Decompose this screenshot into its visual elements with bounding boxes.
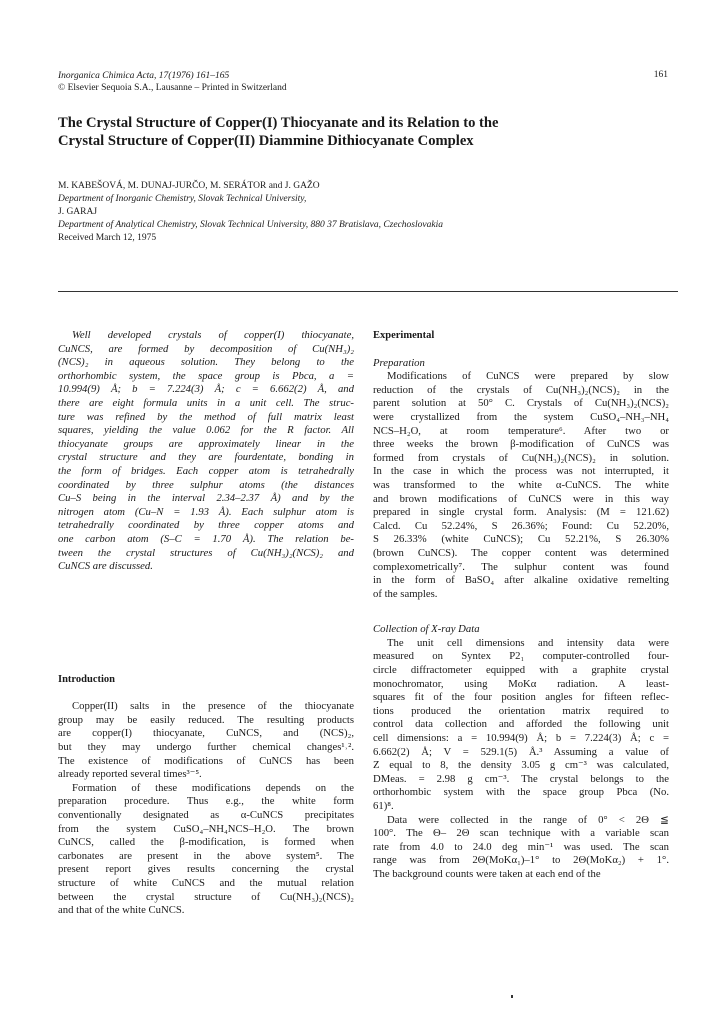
- text-line: (brown CuNCS). The copper content was determined: [373, 546, 669, 559]
- text-line: tions produced the orientation matrix required to: [373, 704, 669, 717]
- abstract-line: there are eight formula units in a unit cell. The struc-: [58, 396, 354, 409]
- title-line: The Crystal Structure of Copper(I) Thiocyanate and its Relation to the: [58, 115, 499, 131]
- section-heading-introduction: Introduction: [58, 673, 115, 685]
- text-line: three weeks the brown β-modification of CuNCS was: [373, 438, 669, 451]
- abstract-line: tween the crystal structures of Cu(NH₃)₂(NCS)₂ and: [58, 546, 354, 559]
- right-column: [373, 329, 669, 882]
- text-line: from the system CuSO₄–NH₄NCS–H₂O. The brown: [58, 822, 354, 835]
- abstract-line: coordinated by three sulphur atoms (the distances: [58, 478, 354, 491]
- abstract-line: CuNCS are discussed.: [58, 560, 153, 573]
- abstract-line: 10.994(9) Å; b = 7.224(3) Å; c = 6.662(2) Å, and: [58, 383, 354, 396]
- text-line: group may be easily reduced. The resulting products: [58, 713, 354, 726]
- author-names: J. GARAJ: [58, 207, 98, 217]
- subheading-preparation: Preparation: [373, 356, 425, 369]
- text-line: between the crystal structure of Cu(NH₃)₂(NCS)₂: [58, 890, 354, 903]
- section-heading-experimental: Experimental: [373, 330, 435, 341]
- text-line: rate from 4.0 to 24.0 deg min⁻¹ was used. The scan: [373, 840, 669, 853]
- text-line: 61)⁸.: [373, 800, 394, 812]
- abstract-line: Well developed crystals of copper(I) thiocyanate,: [72, 329, 354, 341]
- text-line: Modifications of CuNCS were prepared by slow: [387, 370, 669, 383]
- text-line: preparation procedure. Thus e.g., the white form: [58, 795, 354, 808]
- affiliation: Department of Analytical Chemistry, Slovak Technical University, 880 37 Bratislava, Czechoslovakia: [58, 220, 443, 230]
- article-title: [58, 114, 678, 150]
- abstract: [58, 329, 354, 574]
- text-line: complexometrically⁷. The sulphur content was found: [373, 560, 669, 573]
- text-line: Z equal to 8, the density 3.05 g cm⁻³ was calculated,: [373, 759, 669, 772]
- journal-citation: Inorganica Chimica Acta, 17(1976) 161–165: [58, 71, 230, 81]
- text-line: monochromator, using MoKα radiation. A least-: [373, 677, 669, 690]
- abstract-line: the form of bridges. Each copper atom is tetrahedrally: [58, 464, 354, 477]
- text-line: measured on Syntex P2₁ computer-controlled four-: [373, 650, 669, 663]
- text-line: squares fit of the four position angles for fifteen reflec-: [373, 691, 669, 704]
- text-line: reduction of the crystals of Cu(NH₃)₂(NCS)₂ in the: [373, 383, 669, 396]
- text-line: S 26.33% (white CuNCS); Cu 52.21%, S 26.30%: [373, 533, 669, 546]
- abstract-line: thiocyanate groups are approximately linear in the: [58, 437, 354, 450]
- text-line: in the form of BaSO₄ after alkaline oxidative remelting: [373, 574, 669, 587]
- abstract-line: crystal structure and they are fourdentate, bonding in: [58, 451, 354, 464]
- text-line: The background counts were taken at each end of the: [373, 867, 601, 880]
- text-line: are copper(I) thiocyanate, CuNCS, and (NCS)₂,: [58, 727, 354, 740]
- text-line: 100°. The Θ– 2Θ scan technique with a variable scan: [373, 827, 669, 840]
- text-line: and that of the white CuNCS.: [58, 904, 185, 917]
- left-column: [58, 329, 354, 918]
- xray-paragraph-1: [373, 637, 669, 814]
- abstract-line: nitrogen atom (Cu–N = 1.93 Å). Each sulphur atom is: [58, 505, 354, 518]
- abstract-line: CuNCS, are formed by decomposition of Cu(NH₃)₂: [58, 342, 354, 355]
- text-line: prepared in single crystal form. Analysis: (M = 121.62): [373, 506, 669, 519]
- text-line: The unit cell dimensions and intensity data were: [387, 636, 669, 649]
- text-line: circle diffractometer equipped with a graphite crystal: [373, 664, 669, 677]
- publisher-line: © Elsevier Sequoia S.A., Lausanne – Printed in Switzerland: [58, 83, 287, 93]
- text-line: carbonates are present in the above system⁵. The: [58, 849, 354, 862]
- text-line: conventionally designated as α-CuNCS precipitates: [58, 809, 354, 822]
- text-line: Formation of these modifications depends on the: [72, 781, 354, 794]
- text-line: formed from crystals of Cu(NH₃)₂(NCS)₂ in solution.: [373, 451, 669, 464]
- abstract-line: one carbon atom (S–C = 1.70 Å). The relation be-: [58, 532, 354, 545]
- title-line: Crystal Structure of Copper(II) Diammine Dithiocyanate Complex: [58, 133, 474, 149]
- text-line: NCS–H₂O, at room temperature⁶. After two or: [373, 424, 669, 437]
- text-line: In the case in which the process was not interrupted, it: [373, 465, 669, 478]
- text-line: Calcd. Cu 52.24%, S 26.36%; Found: Cu 52.20%,: [373, 519, 669, 532]
- xray-paragraph-2: [373, 814, 669, 882]
- text-line: were crystallized from the system CuSO₄–NH₃–NH₄: [373, 410, 669, 423]
- text-line: already reported several times³⁻⁵.: [58, 768, 202, 781]
- page-number: 161: [653, 70, 668, 80]
- author-names: M. KABEŠOVÁ, M. DUNAJ-JURČO, M. SERÁTOR and J. GAŽO: [58, 181, 320, 191]
- author-affiliations: [58, 180, 678, 245]
- text-line: Copper(II) salts in the presence of the thiocyanate: [72, 700, 354, 713]
- abstract-line: ture was refined by the method of full matrix least: [58, 410, 354, 423]
- text-line: orthorhombic system with the space group Pbca (No.: [373, 786, 669, 799]
- text-line: was transformed to the white α-CuNCS. The white: [373, 478, 669, 491]
- text-line: present report gives results concerning the crystal: [58, 863, 354, 876]
- affiliation: Department of Inorganic Chemistry, Slovak Technical University,: [58, 194, 307, 204]
- abstract-line: (NCS)₂ in aqueous solution. They belong to the: [58, 356, 354, 369]
- text-line: 6.662(2) Å; V = 529.1(5) Å.³ Assuming a value of: [373, 745, 669, 758]
- intro-paragraph-1: [58, 700, 354, 782]
- abstract-line: Cu–S being in the interval 2.34–2.37 Å) and by the: [58, 492, 354, 505]
- text-line: DMeas. = 2.98 g cm⁻³. The crystal belongs to the: [373, 772, 669, 785]
- header-divider: [58, 291, 678, 292]
- text-line: cell dimensions: a = 10.994(9) Å; b = 7.224(3) Å; c =: [373, 732, 669, 745]
- preparation-paragraph: [373, 370, 669, 601]
- abstract-line: squares, yielding the value 0.062 for the R factor. All: [58, 424, 354, 437]
- subheading-xray-data: Collection of X-ray Data: [373, 623, 480, 636]
- intro-paragraph-2: [58, 782, 354, 918]
- text-line: of the samples.: [373, 587, 438, 600]
- text-line: range was from 2Θ(MoKα₁)–1° to 2Θ(MoKα₂) + 1°.: [373, 854, 669, 867]
- running-header: [58, 70, 287, 94]
- text-line: Data were collected in the range of 0° < 2Θ ≦: [387, 813, 669, 826]
- abstract-line: tetrahedrally coordinated by three copper atoms and: [58, 519, 354, 532]
- received-date: Received March 12, 1975: [58, 233, 157, 243]
- text-line: The existence of modifications of CuNCS has been: [58, 754, 354, 767]
- text-line: parent solution at 50° C. Crystals of Cu(NH₃)₂(NCS)₂: [373, 397, 669, 410]
- text-line: but they may undergo further chemical changes¹˒².: [58, 741, 354, 754]
- text-line: structure of white CuNCS and the mutual relation: [58, 877, 354, 889]
- text-line: control data collection and afforded the following unit: [373, 718, 669, 731]
- abstract-line: orthorhombic system, the space group is Pbca, a =: [58, 369, 354, 382]
- print-speck: [511, 995, 513, 998]
- text-line: and brown modifications of CuNCS were in this way: [373, 492, 669, 505]
- text-line: CuNCS, called the β-modification, is formed when: [58, 836, 354, 849]
